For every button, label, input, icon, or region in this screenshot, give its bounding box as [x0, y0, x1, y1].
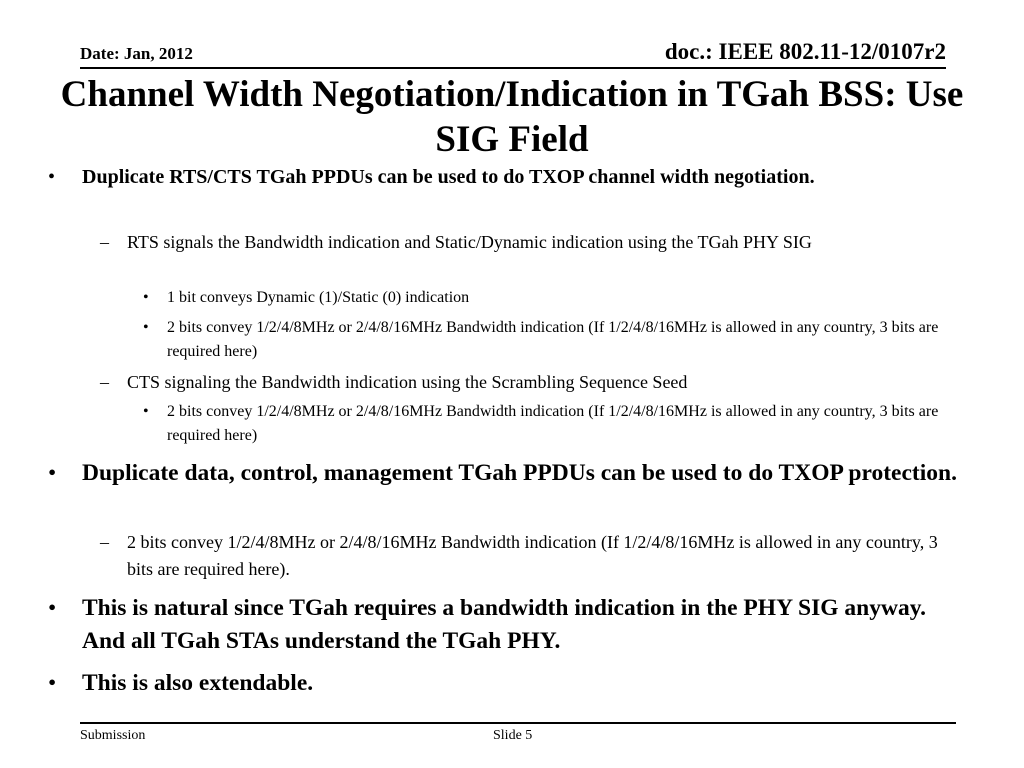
bullet-natural-phy-sig [48, 592, 962, 658]
bullet-text: This is also extendable. [82, 670, 314, 696]
bullet-marker: • [48, 595, 57, 621]
dash-marker: – [100, 372, 109, 392]
sub-bullet-cts-signaling [100, 369, 967, 396]
footer-submission: Submission [80, 728, 146, 743]
bullet-marker: • [143, 319, 149, 336]
bullet-rts-cts-negotiation [48, 162, 962, 192]
bullet-marker: • [143, 289, 149, 306]
sub-sub-bullet-dynamic-static [143, 286, 987, 310]
bullet-text: Duplicate data, control, management TGah PPDUs can be used to do TXOP protection. [82, 460, 957, 486]
bullet-text: This is natural since TGah requires a bandwidth indication in the PHY SIG anyway. And all TGah STAs understand the TGah PHY. [82, 595, 927, 654]
sub-sub-bullet-bandwidth-cts [143, 400, 987, 448]
sub-bullet-rts-signals [100, 229, 967, 256]
sub-sub-bullet-bandwidth-rts [143, 316, 987, 364]
dash-marker: – [100, 532, 109, 552]
sub-sub-bullet-text: 1 bit conveys Dynamic (1)/Static (0) indication [167, 289, 470, 306]
bullet-marker: • [143, 403, 149, 420]
sub-bullet-text: CTS signaling the Bandwidth indication using the Scrambling Sequence Seed [127, 372, 688, 392]
bullet-marker: • [48, 166, 56, 188]
sub-sub-bullet-text: 2 bits convey 1/2/4/8MHz or 2/4/8/16MHz Bandwidth indication (If 1/2/4/8/16MHz is allowed in any country, 3 bits are required here) [167, 403, 939, 444]
bullet-marker: • [48, 460, 57, 486]
bullet-extendable [48, 667, 962, 700]
bullet-txop-protection [48, 457, 962, 490]
dash-marker: – [100, 232, 109, 252]
sub-bullet-text: RTS signals the Bandwidth indication and Static/Dynamic indication using the TGah PHY SIG [127, 232, 812, 252]
sub-bullet-bandwidth-txop [100, 529, 967, 583]
header-date: Date: Jan, 2012 [80, 44, 193, 63]
sub-bullet-text: 2 bits convey 1/2/4/8MHz or 2/4/8/16MHz Bandwidth indication (If 1/2/4/8/16MHz is allowed in any country, 3 bits are required here). [127, 532, 938, 579]
slide-title [0, 72, 1024, 162]
footer-rule [80, 722, 956, 724]
header-doc-id: doc.: IEEE 802.11-12/0107r2 [664, 39, 946, 64]
bullet-text: Duplicate RTS/CTS TGah PPDUs can be used to do TXOP channel width negotiation. [82, 166, 815, 188]
bullet-marker: • [48, 670, 57, 696]
sub-sub-bullet-text: 2 bits convey 1/2/4/8MHz or 2/4/8/16MHz Bandwidth indication (If 1/2/4/8/16MHz is allowed in any country, 3 bits are required here) [167, 319, 939, 360]
slide-title-line-2: SIG Field [435, 119, 589, 160]
footer-slide-number: Slide 5 [493, 728, 533, 743]
header-rule [80, 67, 946, 69]
slide-title-line-1: Channel Width Negotiation/Indication in TGah BSS: Use [60, 74, 964, 115]
